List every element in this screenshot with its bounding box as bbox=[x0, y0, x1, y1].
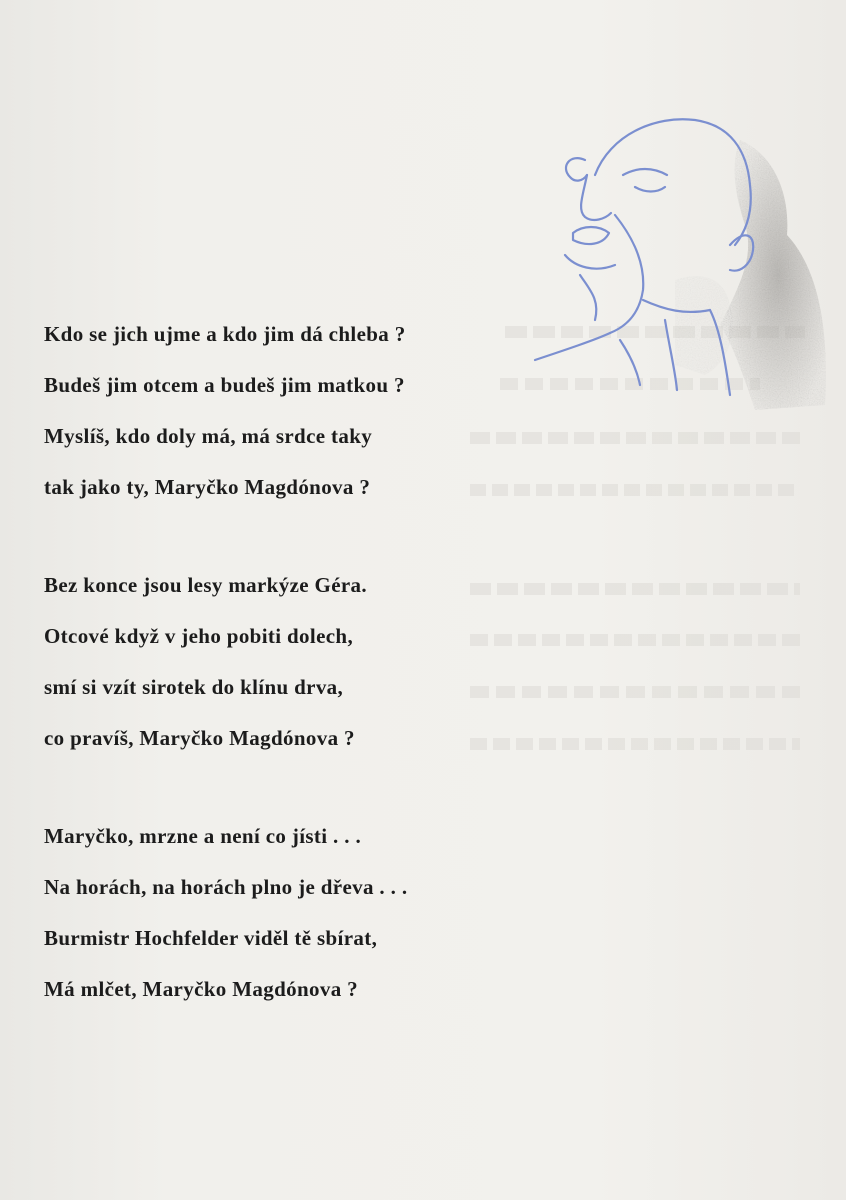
poem-line: Kdo se jich ujme a kdo jim dá chleba ? bbox=[44, 322, 406, 346]
poem-line: smí si vzít sirotek do klínu drva, bbox=[44, 675, 344, 699]
poem-line: Bez konce jsou lesy markýze Géra. bbox=[44, 573, 367, 597]
poem-line: Otcové když v jeho pobiti dolech, bbox=[44, 624, 354, 648]
poem bbox=[44, 318, 407, 1071]
poem-line: Burmistr Hochfelder viděl tě sbírat, bbox=[44, 926, 378, 950]
poem-line: Myslíš, kdo doly má, má srdce taky bbox=[44, 424, 373, 448]
stanza-1 bbox=[44, 318, 407, 522]
sketch-portrait-illustration bbox=[525, 105, 845, 425]
poem-line: Na horách, na horách plno je dřeva . . . bbox=[44, 875, 408, 899]
poem-line: Maryčko, mrzne a není co jísti . . . bbox=[44, 824, 362, 848]
poem-line: co pravíš, Maryčko Magdónova ? bbox=[44, 726, 355, 750]
poem-line: Budeš jim otcem a budeš jim matkou ? bbox=[44, 373, 405, 397]
stanza-2 bbox=[44, 569, 407, 773]
poem-line: tak jako ty, Maryčko Magdónova ? bbox=[44, 475, 371, 499]
poem-line: Má mlčet, Maryčko Magdónova ? bbox=[44, 977, 359, 1001]
stanza-3 bbox=[44, 820, 407, 1024]
